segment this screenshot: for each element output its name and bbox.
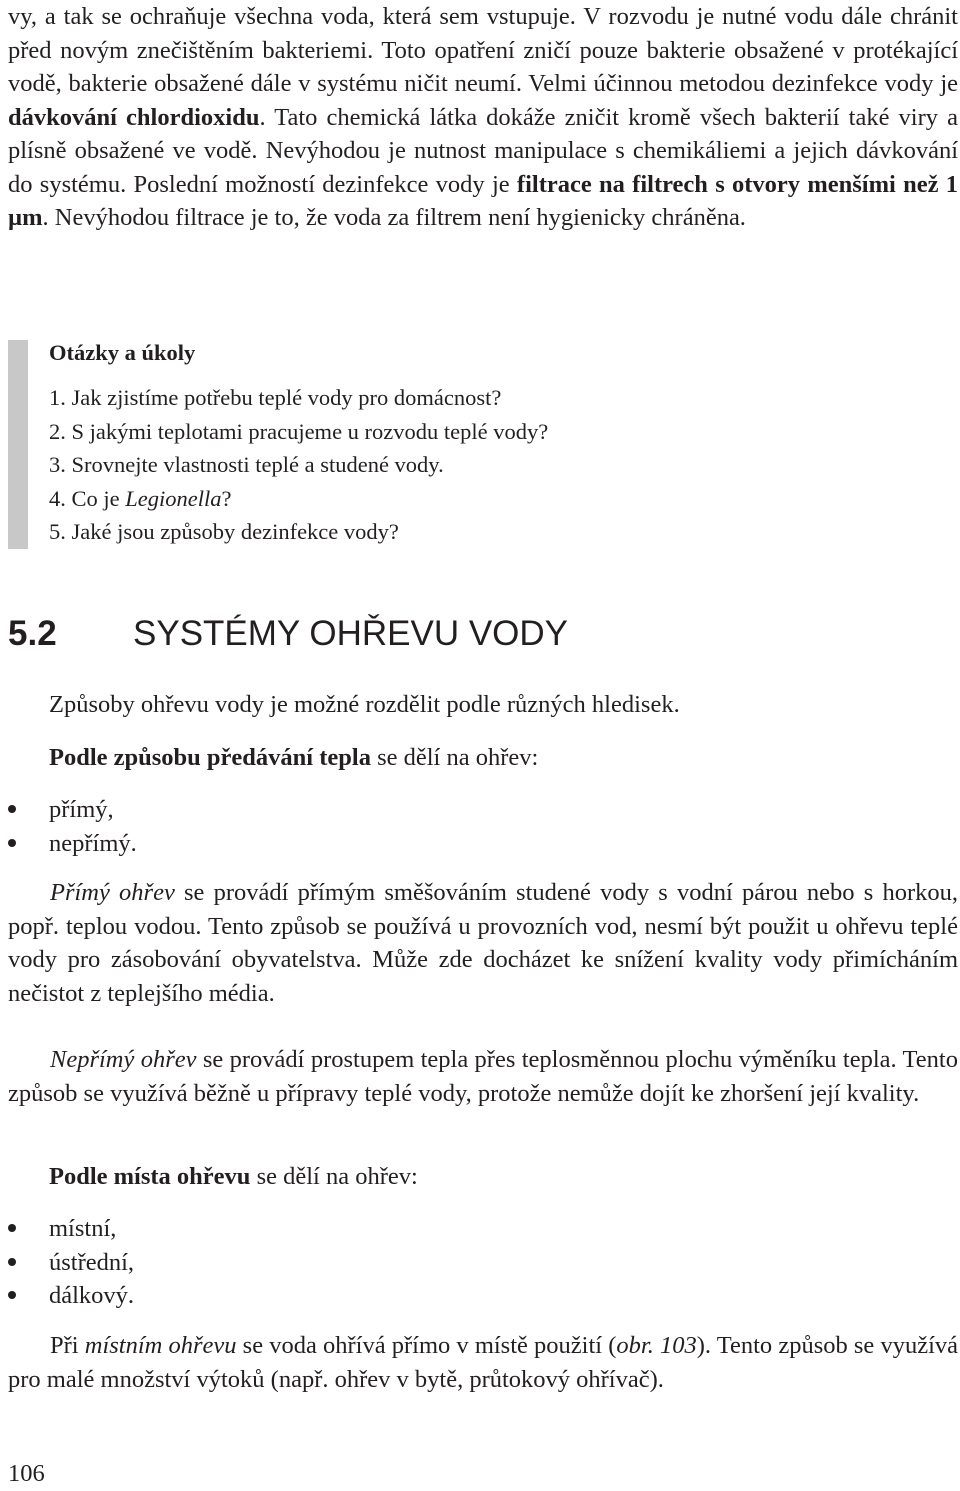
page-number: 106: [8, 1460, 45, 1487]
list-item-label: dálkový.: [49, 1282, 135, 1309]
direct-heating-paragraph: Přímý ohřev se provádí přímým směšováním studené vody s vodní párou nebo s horkou, popř. teplou vodou. Tento způsob se používá u provozních vod, nesmí být použit u ohřevu teplé vody pro zásobování obyvatelstva. Může zde docházet ke snížení kvality vody přimícháním nečistot z teplejšího média.: [8, 879, 958, 1007]
section-heading: [8, 614, 568, 654]
question-item: 1. Jak zjistíme potřebu teplé vody pro domácnost?: [49, 385, 502, 410]
bullet-icon: [8, 1291, 16, 1299]
list-item-label: přímý,: [49, 796, 114, 823]
list-item: [8, 1246, 134, 1280]
list-item-label: ústřední,: [49, 1248, 135, 1276]
question-item: 4. Co je Legionella?: [49, 485, 232, 511]
place-heading: Podle místa ohřevu se dělí na ohřev:: [49, 1163, 418, 1190]
intro-paragraph: vy, a tak se ochraňuje všechna voda, která sem vstupuje. V rozvodu je nutné vodu dále chránit před novým znečištěním bakteriemi. Toto opatření zničí pouze bakterie obsažené v protékající vodě, bakterie obsažené dále v systému ničit neumí. Velmi účinnou metodou dezinfekce vody je dávkování chlordioxidu. Tato chemická látka dokáže zničit kromě všech bakterií také viry a plísně obsažené ve vodě. Nevýhodou je nutnost manipulace s chemikáliemi a jejich dávkování do systému. Poslední možností dezinfekce vody je filtrace na filtrech s otvory menšími než 1 µm. Nevýhodou filtrace je to, že voda za filtrem není hygienicky chráněna.: [8, 3, 958, 231]
question-item: 2. S jakými teplotami pracujeme u rozvodu teplé vody?: [49, 418, 549, 444]
list-item-label: nepřímý.: [49, 829, 137, 857]
list-item: [8, 793, 137, 827]
list-item: [8, 1212, 134, 1246]
list-item-label: místní,: [49, 1215, 117, 1242]
bullet-icon: [8, 805, 16, 813]
section-title: SYSTÉMY OHŘEVU VODY: [133, 614, 569, 653]
local-heating-paragraph: Při místním ohřevu se voda ohřívá přímo v místě použití (obr. 103). Tento způsob se využívá pro malé množství výtoků (např. ohřev v bytě, průtokový ohřívač).: [8, 1332, 958, 1393]
transfer-list: [8, 793, 137, 860]
transfer-heading: Podle způsobu předávání tepla se dělí na ohřev:: [49, 744, 539, 771]
questions-sidebar-bar: [8, 340, 28, 549]
place-list: [8, 1212, 134, 1313]
question-item: 3. Srovnejte vlastnosti teplé a studené vody.: [49, 452, 444, 477]
bullet-icon: [8, 839, 16, 847]
questions-list: [49, 381, 548, 549]
bullet-icon: [8, 1258, 16, 1266]
lead-paragraph: Způsoby ohřevu vody je možné rozdělit podle různých hledisek.: [49, 691, 680, 718]
list-item: [8, 827, 137, 861]
bullet-icon: [8, 1224, 16, 1232]
question-item: 5. Jaké jsou způsoby dezinfekce vody?: [49, 519, 399, 544]
indirect-heating-paragraph: Nepřímý ohřev se provádí prostupem tepla přes teplosměnnou plochu výměníku tepla. Tento způsob se využívá běžně u přípravy teplé vody, protože nemůže dojít ke zhoršení její kvality.: [8, 1046, 958, 1107]
list-item: [8, 1279, 134, 1313]
questions-title: Otázky a úkoly: [49, 340, 196, 365]
section-number: 5.2: [8, 614, 57, 653]
